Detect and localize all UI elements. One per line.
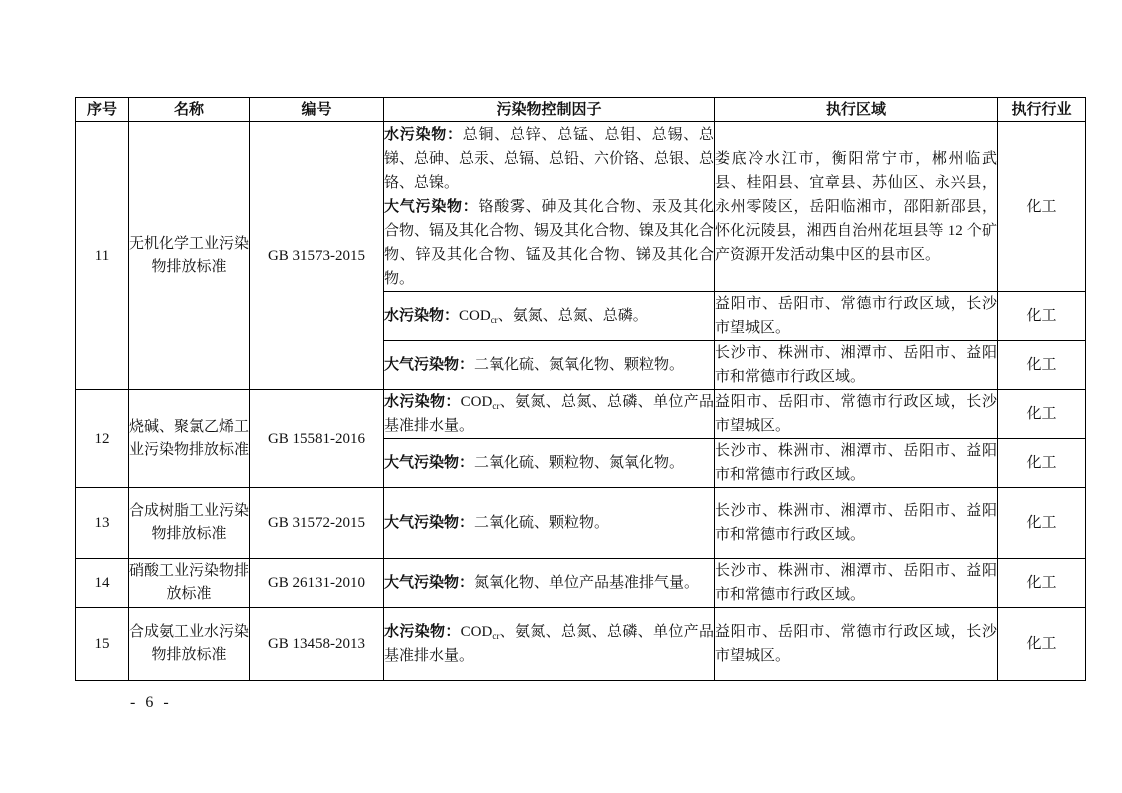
table-header-row bbox=[76, 98, 1086, 122]
industry-cell: 化工 bbox=[998, 122, 1086, 292]
control-factors-cell bbox=[384, 608, 715, 681]
cod-subscript: cr bbox=[492, 401, 500, 411]
pollutant-standards-table bbox=[75, 97, 1086, 681]
water-pollutants-label: 水污染物： bbox=[384, 624, 461, 640]
air-pollutants-text: 二氧化硫、氮氧化物、颗粒物。 bbox=[474, 357, 685, 373]
seq-cell: 13 bbox=[76, 488, 129, 559]
seq-cell: 15 bbox=[76, 608, 129, 681]
column-header-code: 编号 bbox=[250, 98, 384, 122]
table-row bbox=[76, 390, 1086, 439]
water-pollutants-label: 水污染物： bbox=[384, 126, 463, 143]
industry-cell: 化工 bbox=[998, 608, 1086, 681]
column-header-control-factors: 污染物控制因子 bbox=[384, 98, 715, 122]
control-factors-cell bbox=[384, 341, 715, 390]
air-pollutants bbox=[384, 571, 714, 595]
water-pollutants-text: 、氨氮、总氮、总磷、单位产品基准排水量。 bbox=[384, 394, 714, 434]
air-pollutants bbox=[384, 451, 714, 475]
water-pollutants-text: 总铜、总锌、总锰、总钼、总锡、总锑、总砷、总汞、总镉、总铅、六价铬、总银、总铬、总镍。 bbox=[384, 126, 715, 191]
control-factors-cell bbox=[384, 439, 715, 488]
air-pollutants bbox=[384, 511, 714, 535]
cod-term: COD bbox=[460, 394, 493, 410]
industry-cell: 化工 bbox=[998, 341, 1086, 390]
table-row bbox=[76, 608, 1086, 681]
control-factors-cell bbox=[384, 122, 715, 292]
industry-cell: 化工 bbox=[998, 439, 1086, 488]
water-pollutants bbox=[384, 304, 714, 328]
cod-subscript: cr bbox=[492, 631, 500, 641]
air-pollutants-text: 二氧化硫、颗粒物、氮氧化物。 bbox=[474, 455, 685, 471]
cod-term: COD bbox=[460, 624, 493, 640]
seq-cell: 14 bbox=[76, 559, 129, 608]
region-cell: 娄底冷水江市，衡阳常宁市，郴州临武县、桂阳县、宜章县、苏仙区、永兴县，永州零陵区，岳阳临湘市，邵阳新邵县，怀化沅陵县，湘西自治州花垣县等 12 个矿产资源开发活动集中区的县市区。 bbox=[715, 122, 998, 292]
column-header-seq: 序号 bbox=[76, 98, 129, 122]
seq-cell: 12 bbox=[76, 390, 129, 488]
region-cell: 长沙市、株洲市、湘潭市、岳阳市、益阳市和常德市行政区域。 bbox=[715, 341, 998, 390]
column-header-region: 执行区域 bbox=[715, 98, 998, 122]
air-pollutants-text: 二氧化硫、颗粒物。 bbox=[474, 515, 610, 531]
standard-code-cell: GB 15581-2016 bbox=[250, 390, 384, 488]
water-pollutants-text: 、氨氮、总氮、总磷。 bbox=[497, 308, 648, 324]
table-row bbox=[76, 488, 1086, 559]
control-factors-cell bbox=[384, 390, 715, 439]
industry-cell: 化工 bbox=[998, 488, 1086, 559]
water-pollutants bbox=[384, 390, 714, 438]
standard-name-cell: 合成树脂工业污染物排放标准 bbox=[129, 488, 250, 559]
air-pollutants-label: 大气污染物： bbox=[384, 515, 475, 531]
air-pollutants-text: 氮氧化物、单位产品基准排气量。 bbox=[474, 575, 700, 591]
cod-subscript: cr bbox=[490, 315, 498, 325]
air-pollutants bbox=[384, 195, 714, 291]
water-pollutants bbox=[384, 123, 714, 195]
column-header-industry: 执行行业 bbox=[998, 98, 1086, 122]
air-pollutants-label: 大气污染物： bbox=[384, 357, 475, 373]
region-cell: 长沙市、株洲市、湘潭市、岳阳市、益阳市和常德市行政区域。 bbox=[715, 439, 998, 488]
region-cell: 长沙市、株洲市、湘潭市、岳阳市、益阳市和常德市行政区域。 bbox=[715, 488, 998, 559]
air-pollutants-label: 大气污染物： bbox=[384, 198, 479, 215]
air-pollutants-label: 大气污染物： bbox=[384, 455, 475, 471]
page-number: - 6 - bbox=[130, 694, 172, 711]
air-pollutants-text: 铬酸雾、砷及其化合物、汞及其化合物、镉及其化合物、锡及其化合物、镍及其化合物、锌及其化合物、锰及其化合物、锑及其化合物。 bbox=[384, 198, 715, 287]
industry-cell: 化工 bbox=[998, 292, 1086, 341]
standard-code-cell: GB 31572-2015 bbox=[250, 488, 384, 559]
region-cell: 益阳市、岳阳市、常德市行政区域，长沙市望城区。 bbox=[715, 608, 998, 681]
standard-code-cell: GB 26131-2010 bbox=[250, 559, 384, 608]
standard-name-cell: 合成氨工业水污染物排放标准 bbox=[129, 608, 250, 681]
control-factors-cell bbox=[384, 292, 715, 341]
region-cell: 益阳市、岳阳市、常德市行政区域，长沙市望城区。 bbox=[715, 292, 998, 341]
water-pollutants-text: 、氨氮、总氮、总磷、单位产品基准排水量。 bbox=[384, 624, 714, 664]
air-pollutants-label: 大气污染物： bbox=[384, 575, 475, 591]
standard-name-cell: 硝酸工业污染物排放标准 bbox=[129, 559, 250, 608]
seq-cell: 11 bbox=[76, 122, 129, 390]
cod-term: COD bbox=[459, 308, 491, 324]
standard-code-cell: GB 31573-2015 bbox=[250, 122, 384, 390]
standard-code-cell: GB 13458-2013 bbox=[250, 608, 384, 681]
water-pollutants bbox=[384, 620, 714, 668]
water-pollutants-label: 水污染物： bbox=[384, 394, 461, 410]
region-cell: 益阳市、岳阳市、常德市行政区域，长沙市望城区。 bbox=[715, 390, 998, 439]
region-cell: 长沙市、株洲市、湘潭市、岳阳市、益阳市和常德市行政区域。 bbox=[715, 559, 998, 608]
control-factors-cell bbox=[384, 488, 715, 559]
table-row bbox=[76, 559, 1086, 608]
air-pollutants bbox=[384, 353, 714, 377]
industry-cell: 化工 bbox=[998, 390, 1086, 439]
column-header-name: 名称 bbox=[129, 98, 250, 122]
standard-name-cell: 无机化学工业污染物排放标准 bbox=[129, 122, 250, 390]
water-pollutants-label: 水污染物： bbox=[384, 308, 460, 324]
standard-name-cell: 烧碱、聚氯乙烯工业污染物排放标准 bbox=[129, 390, 250, 488]
control-factors-cell bbox=[384, 559, 715, 608]
industry-cell: 化工 bbox=[998, 559, 1086, 608]
table-row bbox=[76, 122, 1086, 292]
